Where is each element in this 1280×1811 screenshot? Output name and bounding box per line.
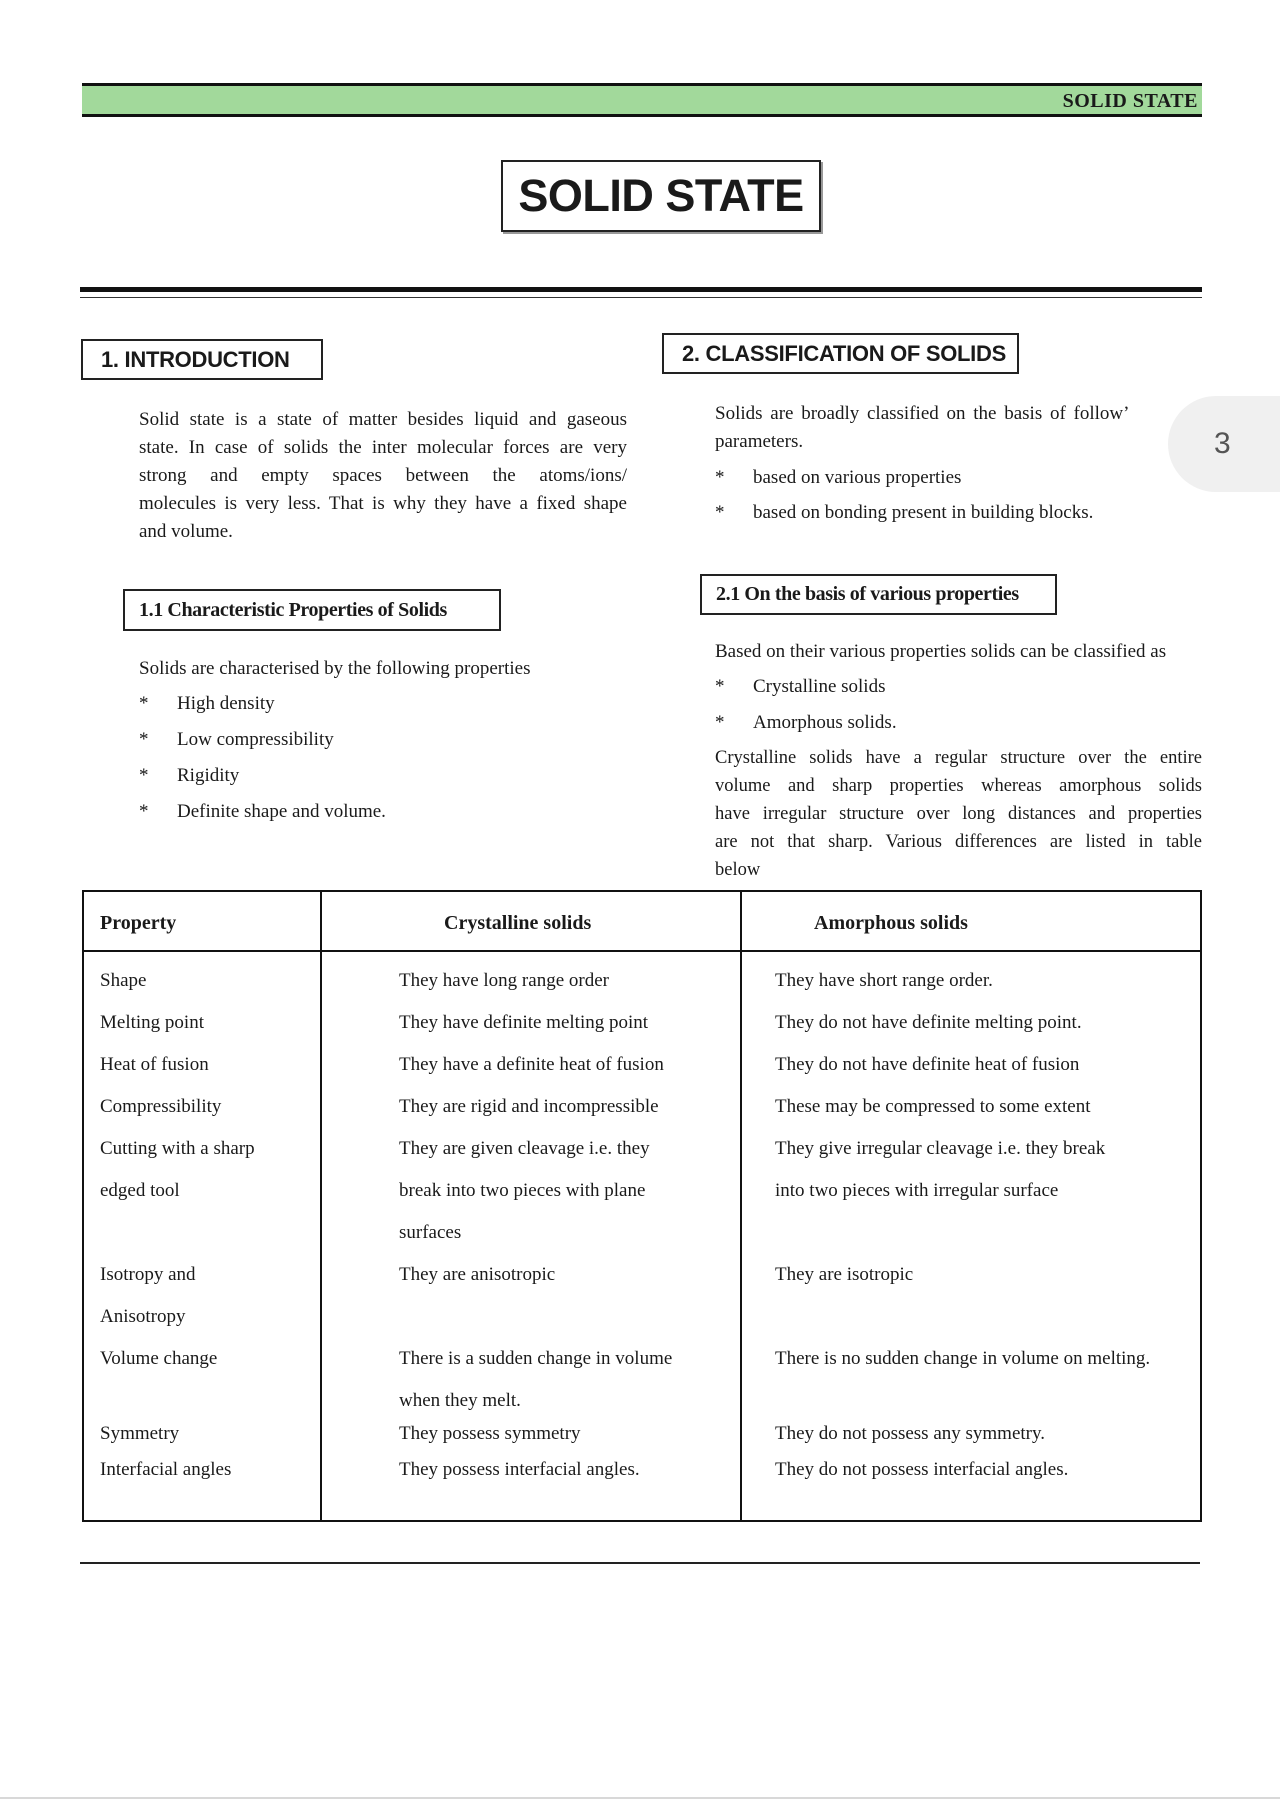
bullet-star: * (715, 676, 725, 697)
characteristic-list (139, 690, 386, 834)
table-cell-line: Compressibility (100, 1096, 222, 1117)
table-cell-line: They do not have definite melting point. (775, 1012, 1082, 1033)
table-cell-amorphous (775, 1128, 1105, 1212)
table-column-divider (740, 890, 742, 1522)
list-item-text: based on various properties (753, 467, 962, 488)
table-cell-line: Melting point (100, 1012, 204, 1033)
table-cell-crystalline (399, 1128, 650, 1254)
table-cell-amorphous (775, 960, 993, 1002)
table-cell-crystalline (399, 1044, 664, 1086)
table-header-crystalline: Crystalline solids (444, 912, 592, 934)
table-cell-line: surfaces (399, 1222, 462, 1243)
table-cell-crystalline (399, 1002, 648, 1044)
table-cell-line: They do not have definite heat of fusion (775, 1054, 1080, 1075)
intro-line: state. In case of solids the inter molecular forces are very (139, 437, 627, 458)
page-title: SOLID STATE (501, 160, 821, 232)
crystalline-vs-amorphous-paragraph (715, 744, 1202, 884)
page-number-tab: 3 (1168, 396, 1280, 492)
table-cell-line: They are given cleavage i.e. they (399, 1138, 650, 1159)
table-header-divider (82, 950, 1202, 952)
page-edge (0, 1797, 1280, 1799)
table-cell-crystalline (399, 1338, 672, 1422)
table-cell-crystalline (399, 1452, 640, 1488)
table-cell-property (100, 1452, 231, 1488)
table-cell-line: when they melt. (399, 1390, 521, 1411)
bullet-star: * (139, 801, 149, 822)
table-cell-line: They have a definite heat of fusion (399, 1054, 664, 1075)
table-cell-line: Cutting with a sharp (100, 1138, 255, 1159)
classification-paragraph (715, 400, 1175, 456)
table-cell-amorphous (775, 1086, 1091, 1128)
table-cell-line: They are rigid and incompressible (399, 1096, 659, 1117)
list-item (715, 464, 1093, 499)
list-item (139, 798, 386, 834)
intro-line: and volume. (139, 521, 233, 542)
various-properties-heading: 2.1 On the basis of various properties (700, 574, 1057, 615)
table-cell-amorphous (775, 1002, 1082, 1044)
table-cell-crystalline (399, 1086, 659, 1128)
list-item (715, 499, 1093, 534)
table-cell-line: They have definite melting point (399, 1012, 649, 1033)
list-item-text: Crystalline solids (753, 676, 886, 697)
paragraph-line: volume and sharp properties whereas amorphous solids (715, 776, 1202, 796)
table-cell-line: Shape (100, 970, 147, 991)
classification-heading: 2. CLASSIFICATION OF SOLIDS (662, 333, 1019, 374)
list-item-text: Rigidity (177, 765, 240, 786)
header-label: SOLID STATE (1062, 90, 1198, 112)
table-cell-crystalline (399, 1416, 581, 1452)
title-rule-thick (80, 287, 1202, 292)
table-cell-property (100, 1002, 204, 1044)
table-cell-line: break into two pieces with plane (399, 1180, 646, 1201)
table-cell-line: Heat of fusion (100, 1054, 209, 1075)
table-cell-property (100, 1086, 221, 1128)
table-header-amorphous: Amorphous solids (814, 912, 968, 934)
header-band (82, 83, 1202, 117)
bullet-star: * (139, 765, 149, 786)
table-cell-amorphous (775, 1416, 1045, 1452)
paragraph-line: have irregular structure over long distances and properties (715, 804, 1202, 824)
table-cell-amorphous (775, 1254, 913, 1296)
table-cell-line: They do not possess any symmetry. (775, 1423, 1046, 1444)
intro-line: Solid state is a state of matter besides liquid and gaseous (139, 409, 627, 430)
title-rule-thin (80, 297, 1202, 298)
table-cell-property (100, 1128, 255, 1212)
bullet-star: * (139, 729, 149, 750)
bullet-star: * (715, 467, 725, 488)
list-item (139, 690, 386, 726)
table-cell-line: They give irregular cleavage i.e. they break (775, 1138, 1106, 1159)
table-cell-property (100, 1416, 179, 1452)
list-item-text: Amorphous solids. (753, 712, 897, 733)
table-cell-line: They are anisotropic (399, 1264, 556, 1285)
bullet-star: * (715, 502, 725, 523)
characteristic-intro: Solids are characterised by the following properties (139, 658, 531, 679)
table-cell-line: Interfacial angles (100, 1459, 232, 1480)
table-cell-line: edged tool (100, 1180, 180, 1201)
table-cell-crystalline (399, 960, 609, 1002)
list-item (139, 762, 386, 798)
table-cell-line: Symmetry (100, 1423, 180, 1444)
table-cell-line: They possess symmetry (399, 1423, 581, 1444)
solid-types-list (715, 673, 897, 745)
table-cell-line: These may be compressed to some extent (775, 1096, 1091, 1117)
classification-list (715, 464, 1093, 534)
table-cell-property (100, 1338, 217, 1380)
table-cell-property (100, 1254, 196, 1338)
intro-paragraph (139, 406, 627, 546)
list-item (139, 726, 386, 762)
table-cell-crystalline (399, 1254, 555, 1296)
intro-line: strong and empty spaces between the atoms/ions/ (139, 465, 627, 486)
list-item-text: High density (177, 693, 275, 714)
table-column-divider (320, 890, 322, 1522)
bullet-star: * (139, 693, 149, 714)
paragraph-line: Crystalline solids have a regular structure over the entire (715, 748, 1202, 768)
classification-line: parameters. (715, 431, 804, 452)
characteristic-properties-heading: 1.1 Characteristic Properties of Solids (123, 589, 501, 631)
table-cell-line: They are isotropic (775, 1264, 914, 1285)
paragraph-line: below (715, 860, 761, 880)
list-item-text: Low compressibility (177, 729, 334, 750)
table-cell-amorphous (775, 1338, 1150, 1380)
table-cell-line: They do not possess interfacial angles. (775, 1459, 1069, 1480)
paragraph-line: are not that sharp. Various differences are listed in table (715, 832, 1202, 852)
intro-line: molecules is very less. That is why they have a fixed shape (139, 493, 627, 514)
table-cell-property (100, 960, 146, 1002)
bottom-rule (80, 1562, 1200, 1564)
list-item (715, 673, 897, 709)
various-properties-intro: Based on their various properties solids can be classified as (715, 641, 1167, 662)
table-cell-line: They have long range order (399, 970, 609, 991)
table-cell-line: Isotropy and (100, 1264, 196, 1285)
list-item (715, 709, 897, 745)
table-cell-amorphous (775, 1452, 1068, 1488)
table-cell-line: into two pieces with irregular surface (775, 1180, 1059, 1201)
table-cell-property (100, 1044, 209, 1086)
table-cell-line: Anisotropy (100, 1306, 186, 1327)
bullet-star: * (715, 712, 725, 733)
list-item-text: Definite shape and volume. (177, 801, 386, 822)
table-cell-line: Volume change (100, 1348, 218, 1369)
table-cell-line: They have short range order. (775, 970, 993, 991)
table-header-property: Property (100, 912, 177, 934)
table-cell-line: They possess interfacial angles. (399, 1459, 640, 1480)
intro-heading: 1. INTRODUCTION (81, 339, 323, 380)
list-item-text: based on bonding present in building blocks. (753, 502, 1094, 523)
classification-line: Solids are broadly classified on the basis of follow’ (715, 403, 1130, 424)
table-cell-line: There is a sudden change in volume (399, 1348, 673, 1369)
table-cell-line: There is no sudden change in volume on melting. (775, 1348, 1151, 1369)
table-cell-amorphous (775, 1044, 1079, 1086)
